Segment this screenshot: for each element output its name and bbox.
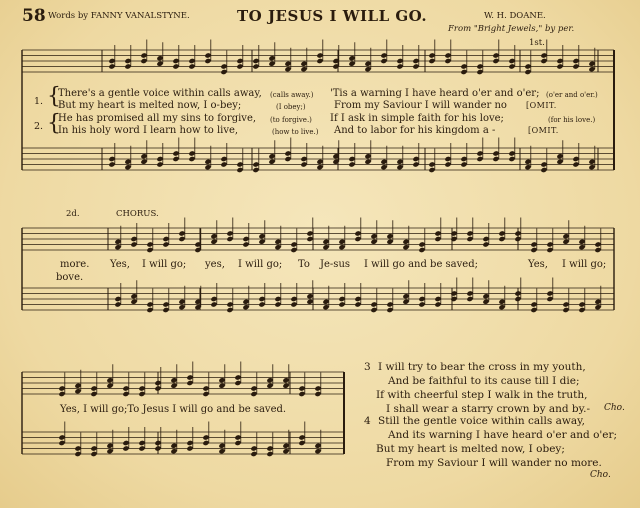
- extra-verse-line: I shall wear a starry crown by and by.-: [386, 403, 591, 415]
- verse-number-4: 4: [364, 415, 371, 427]
- verse-number-2: 2.: [34, 121, 44, 132]
- verse-brace-2: {: [47, 111, 61, 136]
- extra-verse-line: And be faithful to its cause till I die;: [388, 375, 580, 387]
- verse-line: There's a gentle voice within calls away,: [58, 88, 262, 99]
- verse-line-cont: If I ask in simple faith for his love;: [330, 113, 504, 124]
- chorus-tag: Cho.: [590, 470, 611, 480]
- chorus-lyric: I will go;: [238, 259, 283, 270]
- verse-number-1: 1.: [34, 96, 44, 107]
- source-credit: From "Bright Jewels," by per.: [448, 24, 575, 34]
- verse-paren: (I obey;): [276, 103, 306, 111]
- verse-line-cont: From my Saviour I will wander no: [334, 100, 507, 111]
- verse-line-cont: 'Tis a warning I have heard o'er and o'er;: [330, 88, 540, 99]
- chorus-lyric: I will go and be saved;: [364, 259, 478, 270]
- chorus-lyric: I will go;: [142, 259, 187, 270]
- first-ending-label: 1st.: [529, 38, 545, 48]
- hymn-title: TO JESUS I WILL GO.: [237, 7, 428, 25]
- extra-verse-line: From my Saviour I will wander no more.: [386, 457, 602, 469]
- verse-line: He has promised all my sins to forgive,: [58, 113, 257, 124]
- chorus-lyric: Yes,: [110, 259, 130, 270]
- verse-number-3: 3: [364, 361, 371, 373]
- extra-verse-line: I will try to bear the cross in my youth,: [378, 361, 586, 373]
- verse-paren: (for his love.): [548, 116, 596, 124]
- verse-brace-1: {: [47, 84, 61, 109]
- verse-paren: (to forgive.): [270, 116, 312, 124]
- verse-paren: (o'er and o'er.): [546, 91, 598, 99]
- composer-credit: W. H. DOANE.: [484, 11, 546, 21]
- chorus-lyric: Je-sus: [320, 259, 351, 270]
- chorus-final-lyric: Yes, I will go;To Jesus I will go and be saved.: [60, 404, 287, 415]
- verse-line: But my heart is melted now, I o-bey;: [58, 100, 242, 111]
- omit-mark: [OMIT.: [526, 101, 557, 110]
- chorus-lyric: To: [298, 259, 310, 270]
- extra-verse-line: But my heart is melted now, I obey;: [376, 443, 565, 455]
- chorus-lyric: Yes,: [528, 259, 548, 270]
- chorus-lyric: yes,: [205, 259, 225, 270]
- chorus-lyric: bove.: [56, 272, 84, 283]
- extra-verse-line: Still the gentle voice within calls away,: [378, 415, 585, 427]
- chorus-label: CHORUS.: [116, 209, 159, 219]
- chorus-tag: Cho.: [604, 403, 625, 413]
- page-number: 58: [22, 6, 46, 26]
- verse-paren: (how to live.): [272, 128, 319, 136]
- verse-line: In his holy word I learn how to live,: [58, 125, 239, 136]
- extra-verse-line: If with cheerful step I walk in the truth,: [376, 389, 588, 401]
- verse-paren: (calls away.): [270, 91, 314, 99]
- omit-mark: [OMIT.: [528, 126, 559, 135]
- verse-line-cont: And to labor for his kingdom a -: [334, 125, 496, 136]
- chorus-lyric: more.: [60, 259, 90, 270]
- second-ending-label: 2d.: [66, 209, 80, 219]
- extra-verse-line: And its warning I have heard o'er and o'er;: [388, 429, 618, 441]
- lyricist-credit: Words by FANNY VANALSTYNE.: [48, 11, 190, 21]
- chorus-lyric: I will go;: [562, 259, 607, 270]
